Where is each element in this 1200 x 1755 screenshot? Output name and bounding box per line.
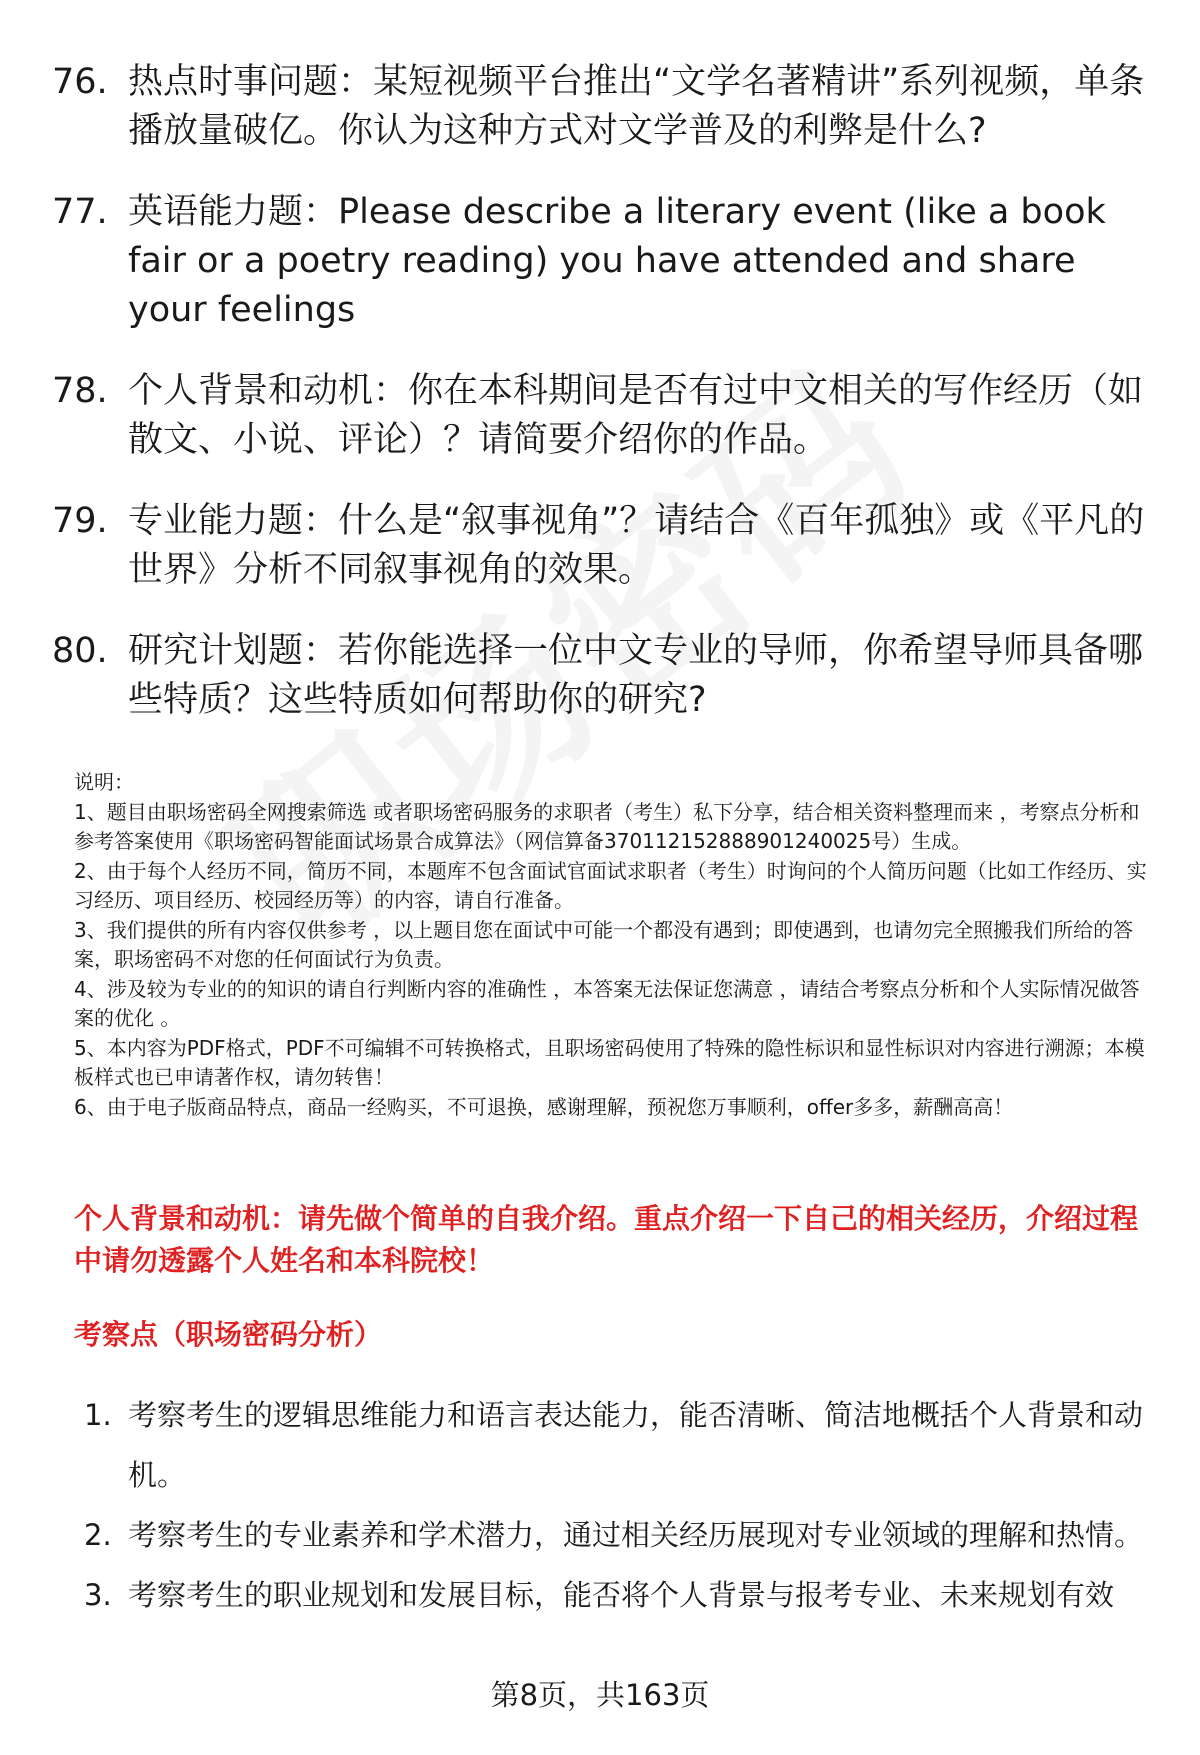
analysis-text: 考察考生的专业素养和学术潜力，通过相关经历展现对专业领域的理解和热情。 (128, 1518, 1144, 1552)
question-item (52, 627, 1162, 725)
analysis-text: 考察考生的逻辑思维能力和语言表达能力，能否清晰、简洁地概括个人背景和动机。 (128, 1398, 1144, 1492)
note-item: 5、本内容为PDF格式，PDF不可编辑不可转换格式，且职场密码使用了特殊的隐性标识和显性标识对内容进行溯源；本模板样式也已申请著作权，请勿转售！ (74, 1035, 1145, 1089)
note-item: 3、我们提供的所有内容仅供参考 ，以上题目您在面试中可能一个都没有遇到；即使遇到，也请勿完全照搬我们所给的答案，职场密码不对您的任何面试行为负责。 (74, 917, 1134, 971)
note-item: 2、由于每个人经历不同，简历不同，本题库不包含面试官面试求职者（考生）时询问的个人简历问题（比如工作经历、实习经历、项目经历、校园经历等）的内容，请自行准备。 (74, 858, 1147, 912)
question-item (52, 188, 1162, 335)
note-item: 4、涉及较为专业的的知识的请自行判断内容的准确性 ，本答案无法保证您满意 ，请结合考察点分析和个人实际情况做答案的优化 。 (74, 976, 1140, 1030)
question-heading: 个人背景和动机：请先做个简单的自我介绍。重点介绍一下自己的相关经历，介绍过程中请勿透露个人姓名和本科院校！ (74, 1202, 1139, 1277)
question-number: 78. (52, 371, 108, 411)
question-item (52, 497, 1162, 595)
question-number: 77. (52, 192, 108, 232)
question-number: 79. (52, 501, 108, 541)
question-list (52, 58, 1162, 757)
analysis-number: 1. (84, 1398, 112, 1432)
page-footer: 第8页，共163页 (490, 1678, 710, 1712)
question-text: 研究计划题：若你能选择一位中文专业的导师，你希望导师具备哪些特质？这些特质如何帮助你的研究? (128, 631, 1144, 720)
analysis-number: 3. (84, 1578, 112, 1612)
note-item: 6、由于电子版商品特点，商品一经购买，不可退换，感谢理解，预祝您万事顺利，offer多多，薪酬高高！ (74, 1094, 1014, 1119)
question-item (52, 367, 1162, 465)
question-item (52, 58, 1162, 156)
question-number: 76. (52, 62, 108, 102)
analysis-item (84, 1565, 1164, 1625)
analysis-heading: 考察点（职场密码分析） (74, 1318, 383, 1351)
question-text: 英语能力题：Please describe a literary event (like a book fair or a poetry reading) you have attended and share your feelings (128, 192, 1106, 330)
question-number: 80. (52, 631, 108, 671)
analysis-text: 考察考生的职业规划和发展目标，能否将个人背景与报考专业、未来规划有效 (128, 1578, 1115, 1612)
analysis-number: 2. (84, 1518, 112, 1552)
notes-title: 说明： (74, 770, 134, 794)
notes-section (74, 768, 1159, 1122)
question-text: 专业能力题：什么是“叙事视角”？请结合《百年孤独》或《平凡的世界》分析不同叙事视角的效果。 (128, 501, 1145, 590)
question-text: 个人背景和动机：你在本科期间是否有过中文相关的写作经历（如散文、小说、评论）？请简要介绍你的作品。 (128, 371, 1144, 460)
analysis-item (84, 1385, 1164, 1505)
analysis-list (84, 1385, 1164, 1625)
note-item: 1、题目由职场密码全网搜索筛选 或者职场密码服务的求职者（考生）私下分享，结合相关资料整理而来 ，考察点分析和参考答案使用《职场密码智能面试场景合成算法》（网信算备370112152888901240025号）生成。 (74, 799, 1140, 853)
analysis-item (84, 1505, 1164, 1565)
question-text: 热点时事问题：某短视频平台推出“文学名著精讲”系列视频，单条播放量破亿。你认为这种方式对文学普及的利弊是什么? (128, 62, 1145, 151)
